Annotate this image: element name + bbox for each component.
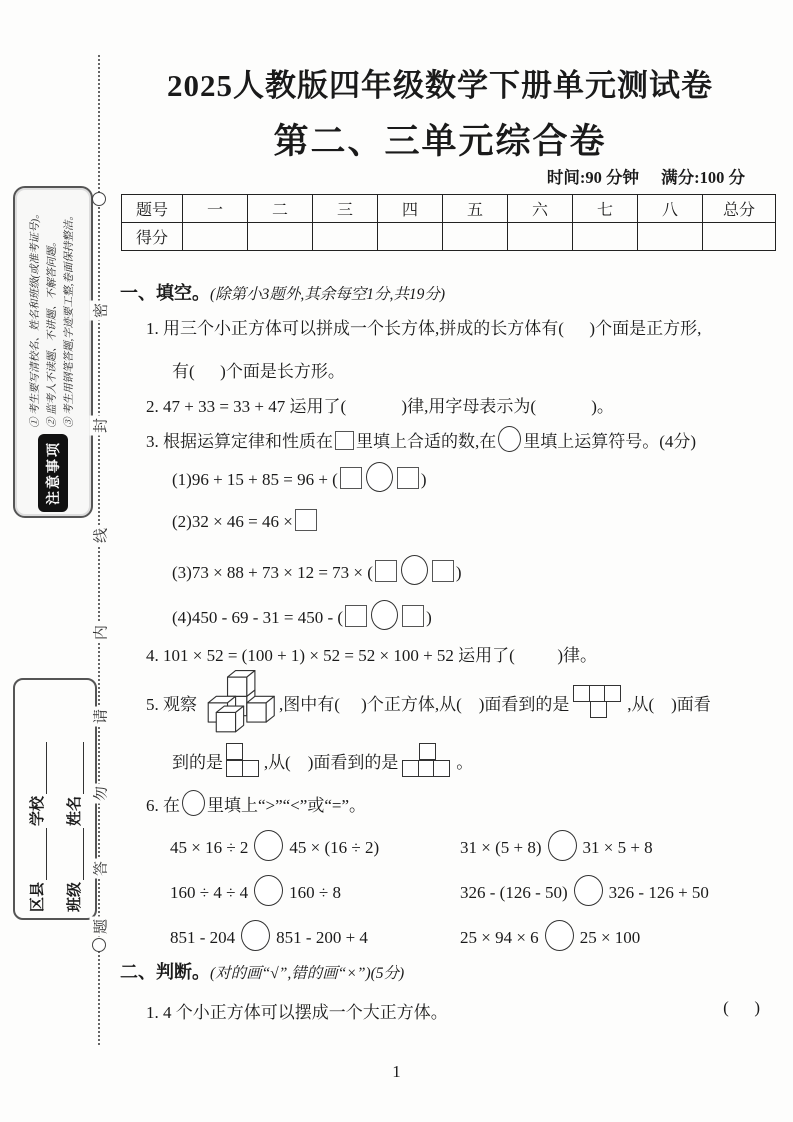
blank-circle-icon <box>371 600 398 630</box>
student-info-box <box>13 678 97 920</box>
class-blank <box>69 828 84 880</box>
notice-label: 注意事项 <box>38 434 68 512</box>
score-cell <box>378 223 443 251</box>
compare-item: 31 × (5 + 8) 31 × 5 + 8 <box>460 830 653 861</box>
section-2-title: 二、判断。(对的画“√”,错的画“×”)(5分) <box>120 962 405 982</box>
section-1-title: 一、填空。(除第小3题外,其余每空1分,共19分) <box>120 283 446 303</box>
blank-square-icon <box>375 560 397 582</box>
compare-circle-icon <box>548 830 577 861</box>
question-3-item-4: (4)450 - 69 - 31 = 450 - ( ) <box>172 600 432 630</box>
district-blank <box>32 828 47 880</box>
paper-subtitle: 第二、三单元综合卷 <box>273 122 607 161</box>
score-header-cell: 一 <box>183 195 248 223</box>
blank-square-icon <box>402 605 424 627</box>
score-cell <box>183 223 248 251</box>
score-cell <box>703 223 776 251</box>
question-6-stem: 6. 在 里填上“>”“<”或“=”。 <box>146 790 366 816</box>
compare-circle-icon <box>574 875 603 906</box>
notice-item-3: ③ 考生用钢笔答题,字迹要工整,卷面保持整洁。 <box>64 210 76 428</box>
score-header-cell: 题号 <box>122 195 183 223</box>
judge-answer-blank: ( ) <box>723 998 760 1017</box>
question-4: 4. 101 × 52 = (100 + 1) × 52 = 52 × 100 + 52 运用了( )律。 <box>146 646 598 665</box>
seal-char: 封 <box>90 416 111 436</box>
info-line-2 <box>63 686 84 912</box>
score-cell <box>248 223 313 251</box>
score-header-cell: 二 <box>248 195 313 223</box>
question-1-line-2: 有( )个面是长方形。 <box>172 362 345 381</box>
blank-circle-icon <box>366 462 393 492</box>
blank-square-icon <box>335 431 354 450</box>
notice-item-2: ② 监考人不读题、不讲题、不解答问题。 <box>46 236 58 428</box>
score-header-cell: 七 <box>573 195 638 223</box>
score-header-cell: 五 <box>443 195 508 223</box>
fullscore-label: 满分:100 分 <box>661 168 745 187</box>
compare-circle-icon <box>545 920 574 951</box>
cube-stack-figure <box>200 669 276 735</box>
name-label: 姓名 <box>67 795 83 826</box>
seal-circle-bottom <box>92 938 106 952</box>
judge-question-1: 1. 4 个小正方体可以摆成一个大正方体。 ( ) <box>146 998 760 1022</box>
question-5-line-2: 到的是 ,从( )面看到的是 。 <box>172 738 473 782</box>
blank-square-icon <box>345 605 367 627</box>
district-label: 区县 <box>30 881 46 912</box>
compare-item: 160 ÷ 4 ÷ 4 160 ÷ 8 <box>170 875 341 906</box>
blank-circle-icon <box>182 790 205 816</box>
compare-circle-icon <box>254 830 283 861</box>
score-header-cell: 三 <box>313 195 378 223</box>
school-label: 学校 <box>30 795 46 826</box>
question-3-item-2: (2)32 × 46 = 46 × <box>172 509 319 532</box>
info-line-1 <box>26 686 47 912</box>
compare-item: 25 × 94 × 6 25 × 100 <box>460 920 640 951</box>
seal-char: 内 <box>90 623 111 643</box>
score-cell <box>508 223 573 251</box>
score-cell <box>573 223 638 251</box>
question-1-line-1: 1. 用三个小正方体可以拼成一个长方体,拼成的长方体有( )个面是正方形, <box>146 319 702 338</box>
question-5-line-1: 5. 观察 ,图中有( )个正方体,从( )面看到的是 ,从( )面看 <box>146 666 711 738</box>
score-cell <box>638 223 703 251</box>
seal-char: 题 <box>90 917 111 937</box>
score-header-cell: 八 <box>638 195 703 223</box>
blank-circle-icon <box>401 555 428 585</box>
seal-char: 线 <box>90 526 111 546</box>
blank-square-icon <box>432 560 454 582</box>
time-score-meta <box>400 164 745 188</box>
seal-char: 答 <box>90 859 111 879</box>
seal-char: 勿 <box>90 784 111 804</box>
paper-title: 2025人教版四年级数学下册单元测试卷 <box>167 68 713 103</box>
score-header-cell: 四 <box>378 195 443 223</box>
school-blank <box>32 742 47 794</box>
blank-circle-icon <box>498 426 521 452</box>
seal-circle-top <box>92 192 106 206</box>
question-3-item-3: (3)73 × 88 + 73 × 12 = 73 × ( ) <box>172 555 462 585</box>
score-row-label: 得分 <box>122 223 183 251</box>
compare-circle-icon <box>254 875 283 906</box>
score-table-header-row <box>122 195 776 223</box>
blank-square-icon <box>397 467 419 489</box>
view-shape-c <box>402 744 452 777</box>
time-label: 时间:90 分钟 <box>546 168 639 187</box>
score-table <box>121 194 776 251</box>
seal-char: 请 <box>90 707 111 727</box>
score-table-score-row <box>122 223 776 251</box>
score-cell <box>443 223 508 251</box>
notice-item-1: ① 考生要写清校名、姓名和班级(或准考证号)。 <box>29 208 41 428</box>
exam-notice-box <box>13 186 93 518</box>
blank-square-icon <box>340 467 362 489</box>
page-number: 1 <box>392 1062 401 1081</box>
question-2: 2. 47 + 33 = 33 + 47 运用了( )律,用字母表示为( )。 <box>146 397 614 416</box>
class-label: 班级 <box>67 881 83 912</box>
name-blank <box>69 742 84 794</box>
seal-char: 密 <box>90 301 111 321</box>
compare-item: 326 - (126 - 50) 326 - 126 + 50 <box>460 875 709 906</box>
view-shape-a <box>573 686 623 719</box>
blank-square-icon <box>295 509 317 531</box>
compare-item: 45 × 16 ÷ 2 45 × (16 ÷ 2) <box>170 830 379 861</box>
score-header-cell: 六 <box>508 195 573 223</box>
compare-circle-icon <box>241 920 270 951</box>
view-shape-b <box>227 744 260 777</box>
question-3-stem: 3. 根据运算定律和性质在 里填上合适的数,在 里填上运算符号。(4分) <box>146 426 696 452</box>
score-header-cell: 总分 <box>703 195 776 223</box>
question-3-item-1: (1)96 + 15 + 85 = 96 + ( ) <box>172 462 427 492</box>
score-cell <box>313 223 378 251</box>
compare-item: 851 - 204 851 - 200 + 4 <box>170 920 368 951</box>
